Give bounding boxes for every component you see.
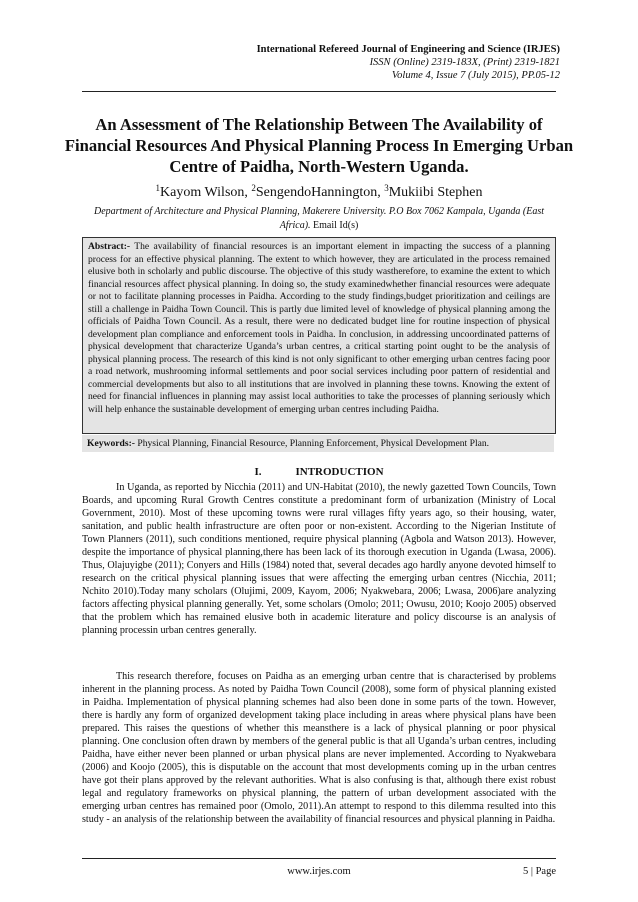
footer-url: www.irjes.com xyxy=(287,866,351,877)
journal-volume: Volume 4, Issue 7 (July 2015), PP.05-12 xyxy=(391,70,560,81)
author-2-name: SengendoHannington, xyxy=(255,185,385,200)
intro-paragraph-2 xyxy=(82,670,556,826)
keywords-text: Physical Planning, Financial Resource, Planning Enforcement, Physical Development Plan. xyxy=(134,438,490,449)
journal-header xyxy=(257,43,560,82)
author-3-sup: 3 xyxy=(384,183,389,193)
abstract-label: Abstract:- xyxy=(88,241,131,252)
keywords-label: Keywords:- xyxy=(87,438,135,449)
keywords-box xyxy=(82,435,554,452)
author-list xyxy=(62,183,576,201)
intro-paragraph-1 xyxy=(82,481,556,637)
affiliation-text: Department of Architecture and Physical Planning, Makerere University. P.O Box 7062 Kampala, Uganda (East Africa). xyxy=(93,206,545,231)
abstract-text: The availability of financial resources is an important element in impacting the success of a planning process for an effective physical planning. The extent to which however, they are articulated in the process remained elusive both in scholarly and public discourse. The objective of this study wastherefore, to examine the extent to which financial resources affect physical planning. In doing so, the study examinedwhether financial resources were adequate or not to facilitate planning processes in Paidha. According to the study findings,budget prioritization and ceilings are still a challenge in Paidha Town Council. This is partly due limited level of knowledge of physical planning among the officials of Paidha Town Council. As a result, there were no dedicated budget line for routine inspection of physical development plan compliance and enforcement tools in Paidha. In conclusion, in addressing uncoordinated patterns of physical development that characterize Uganda’s urban centres, a critical starting point ought to be the analysis of physical planning process. The research of this kind is not only significant to other emerging urban centres facing poor a road network, mushrooming informal settlements and poor social services including poor pattern of residential and commercial developments but also to all institutions that are involved in planning these towns. Knowing the extent of need for financial influences in planning may assist local authorities to take the processes of planning seriously which will help enhance the sustainable development of emerging urban centres including Paidha. xyxy=(88,241,550,415)
paper-title: An Assessment of The Relationship Between The Availability of Financial Resources And Physical Planning Process In Emerging Urban Centre of Paidha, North-Western Uganda. xyxy=(64,115,574,176)
abstract-box xyxy=(82,237,556,434)
author-3-name: Mukiibi Stephen xyxy=(388,185,483,200)
author-1-name: Kayom Wilson, xyxy=(160,185,252,200)
affiliation xyxy=(82,205,556,233)
section-title: INTRODUCTION xyxy=(295,466,384,478)
email-ids: Email Id(s) xyxy=(313,220,359,231)
paragraph-text: This research therefore, focuses on Paidha as an emerging urban centre that is characterised by problems inherent in the planning process. As noted by Paidha Town Council (2008), some form of physical planning existed in Paidha. Implementation of physical planning schemes had also been done in some parts of the town. However, there is hardly any form of organized development taking place including in areas where physical plans have been prepared. This raises the questions of whether this meansthere is a lack of physical planning or poor physical planning. One conclusion often drawn by members of the general public is that all Uganda’s urban centres, including Paidha, have either never been planned or urban physical plans are never implemented. According to Nyakwebara (2006) and Koojo (2005), this is disputable on the account that most developments coming up in the urban centres have got their plans approved by the relevant authorities. What is also confusing is that, although there exist robust legal and regulatory frameworks on physical planning, the pattern of urban development associated with the emerging urban centres has remained poor (Omolo, 2011).An attempt to respond to this dilemma resulted into this study - an analysis of the relationship between the availability of financial resources and physical planning in Paidha. xyxy=(82,671,556,825)
footer-page-number: 5 | Page xyxy=(522,866,556,877)
author-2-sup: 2 xyxy=(251,183,256,193)
header-rule xyxy=(82,91,556,92)
paragraph-text: In Uganda, as reported by Nicchia (2011) and UN-Habitat (2010), the newly gazetted Town Councils, Town Boards, and upcoming Rural Growth Centres constitute a predominant form of urbanization (Ministry of Local Government, 2010). Most of these upcoming towns were rural villages fifty years ago, so their housing, water, sanitation, and public health infrastructure are often poor or non-existent. According to the Nigerian Institute of Town Planners (2011), such conditions mentioned, require physical planning (Agbola and Watson 2013). However, despite the importance of physical planning,there has been lack of its thorough execution in Uganda (Lwasa, 2006). Thus, Olajuyigbe (2011); Conyers and Hills (1984) noted that, several decades ago hardly anyone devoted himself to research on the critical physical planning issues that were affecting the emerging urban centres (Nicchia, 2011; Nchito 2010).Today many scholars (Olujimi, 2009, Kayom, 2006; Nyakwebara, 2006; Lwasa, 2006)are analyzing factors affecting physical planning generally. Yet, some scholars (Omolo; 2011; Owusu, 2010; Koojo 2005) observed that the problem which has remained elusive both in academic literature and policy discourse is an analysis of planning processin urban centres generally. xyxy=(82,482,556,636)
journal-issn: ISSN (Online) 2319-183X, (Print) 2319-1821 xyxy=(369,57,560,68)
section-heading xyxy=(82,466,556,478)
author-1-sup: 1 xyxy=(155,183,161,193)
footer-rule xyxy=(82,858,556,859)
journal-name: International Refereed Journal of Engineering and Science (IRJES) xyxy=(256,44,560,55)
section-number: I. xyxy=(254,466,262,478)
